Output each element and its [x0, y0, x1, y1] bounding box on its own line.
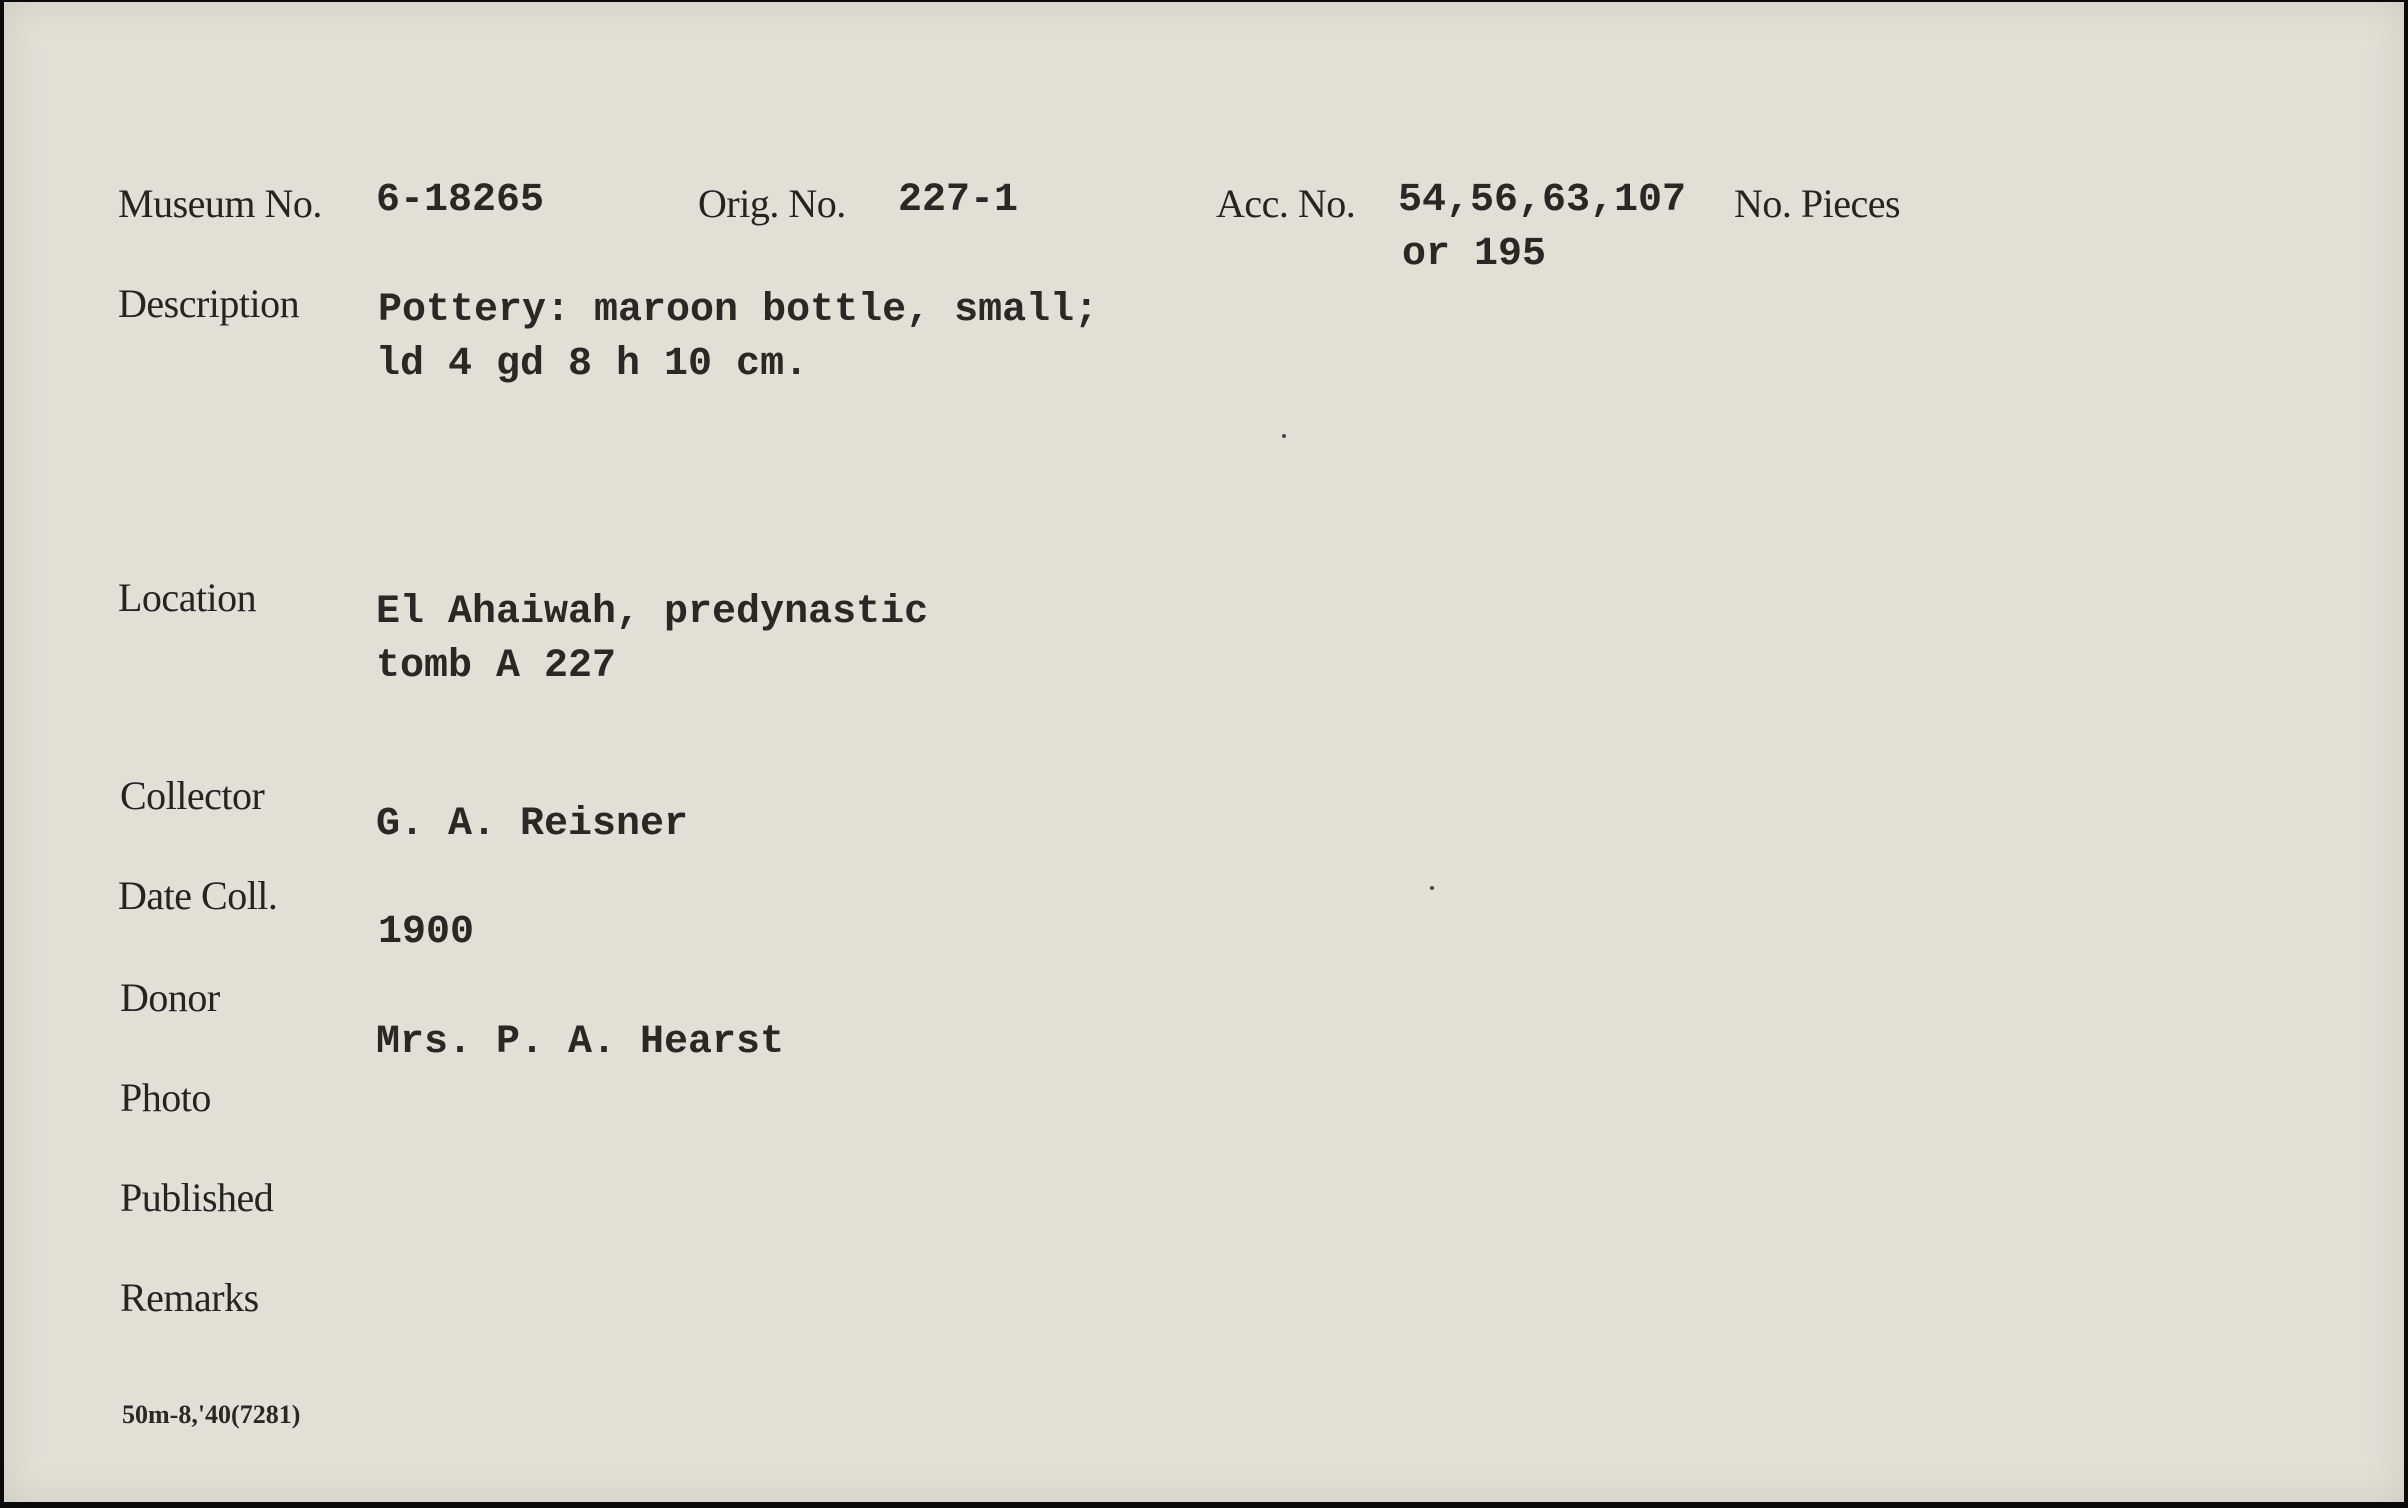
location-line1: El Ahaiwah, predynastic [376, 590, 929, 635]
museum-no-label: Museum No. [118, 181, 322, 226]
paper-speck [1282, 434, 1286, 438]
no-pieces-label: No. Pieces [1734, 181, 1901, 226]
acc-no-value-line1: 54,56,63,107 [1398, 178, 1687, 223]
remarks-label: Remarks [120, 1275, 259, 1320]
date-coll-label: Date Coll. [118, 873, 278, 918]
paper-speck [1430, 886, 1434, 890]
orig-no-label: Orig. No. [698, 181, 846, 226]
orig-no-value: 227-1 [898, 178, 1019, 223]
location-line2: tomb A 227 [376, 644, 617, 689]
description-line2: ld 4 gd 8 h 10 cm. [376, 342, 809, 387]
acc-no-value-line2: or 195 [1402, 232, 1547, 277]
donor-value: Mrs. P. A. Hearst [376, 1020, 785, 1065]
date-coll-value: 1900 [378, 910, 475, 955]
description-label: Description [118, 281, 300, 326]
location-label: Location [118, 575, 257, 620]
published-label: Published [120, 1175, 274, 1220]
photo-label: Photo [120, 1075, 211, 1120]
acc-no-label: Acc. No. [1216, 181, 1356, 226]
catalog-card [4, 2, 2404, 1502]
collector-label: Collector [120, 773, 265, 818]
form-print-code: 50m-8,'40(7281) [122, 1400, 301, 1429]
donor-label: Donor [120, 975, 220, 1020]
museum-no-value: 6-18265 [376, 178, 545, 223]
description-line1: Pottery: maroon bottle, small; [378, 288, 1099, 333]
collector-value: G. A. Reisner [376, 802, 689, 847]
